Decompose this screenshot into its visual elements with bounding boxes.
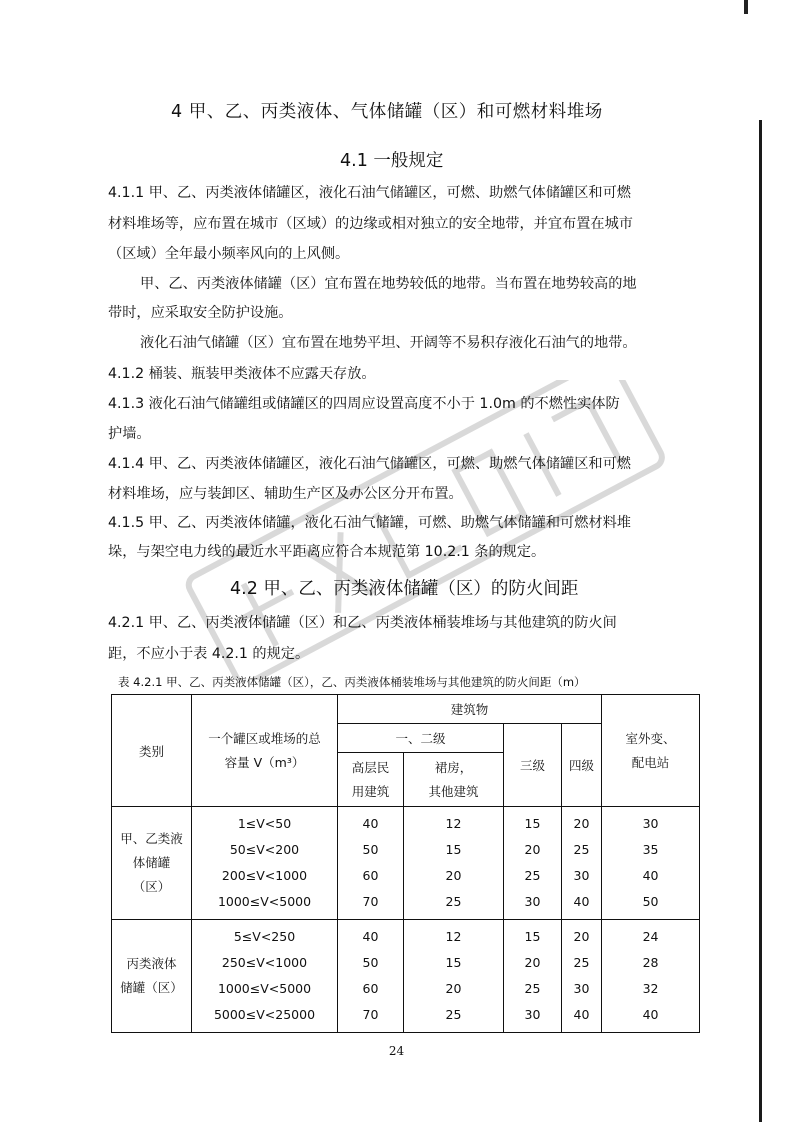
distance-value: 35 — [642, 842, 659, 857]
distance-value: 20 — [445, 981, 462, 996]
chapter-heading: 4 甲、乙、丙类液体、气体储罐（区）和可燃材料堆场 — [171, 102, 603, 122]
distance-value: 25 — [524, 868, 541, 883]
category-cell — [112, 807, 192, 920]
page-number: 24 — [388, 1044, 405, 1058]
grade4-cell — [562, 807, 602, 920]
distance-value: 15 — [524, 816, 541, 831]
category-line: 体储罐 — [132, 855, 171, 870]
distance-value: 25 — [573, 842, 590, 857]
clause-4-2-1-line-1: 4.2.1 甲、乙、丙类液体储罐（区）和乙、丙类液体桶装堆场与其他建筑的防火间 — [108, 615, 617, 631]
distance-value: 25 — [573, 955, 590, 970]
category-line: 储罐（区） — [120, 980, 183, 995]
distance-value: 32 — [642, 981, 659, 996]
grade3-cell — [504, 920, 562, 1033]
category-line: 丙类液体 — [126, 956, 177, 971]
capacity-cell — [192, 807, 338, 920]
distance-value: 50 — [362, 955, 379, 970]
podium-cell — [404, 807, 504, 920]
header-capacity-line-1: 一个罐区或堆场的总 — [208, 730, 321, 746]
capacity-value: 1≤V<50 — [237, 816, 292, 831]
table-row — [112, 920, 700, 1033]
distance-value: 50 — [362, 842, 379, 857]
clause-4-2-1-line-2: 距，不应小于表 4.2.1 的规定。 — [108, 646, 310, 662]
distance-value: 28 — [642, 955, 659, 970]
capacity-value: 250≤V<1000 — [221, 955, 308, 970]
clause-4-1-4-line-2: 材料堆场，应与装卸区、辅助生产区及办公区分开布置。 — [108, 486, 463, 502]
distance-value: 15 — [445, 955, 462, 970]
highrise-cell — [338, 920, 404, 1033]
highrise-cell — [338, 807, 404, 920]
clause-4-1-1-line-2: 材料堆场等，应布置在城市（区域）的边缘或相对独立的安全地带，并宜布置在城市 — [108, 216, 633, 232]
grade3-cell — [504, 807, 562, 920]
header-substation — [602, 695, 700, 807]
distance-value: 30 — [642, 816, 659, 831]
clause-4-1-4-line-1: 4.1.4 甲、乙、丙类液体储罐区，液化石油气储罐区，可燃、助燃气体储罐区和可燃 — [108, 456, 631, 472]
table-caption: 表 4.2.1 甲、乙、丙类液体储罐（区），乙、丙类液体桶装堆场与其他建筑的防火间距（m） — [118, 675, 586, 689]
category-line: （区） — [132, 879, 171, 894]
capacity-value: 5≤V<250 — [233, 929, 296, 944]
distance-value: 40 — [573, 1007, 590, 1022]
header-podium-line-2: 其他建筑 — [428, 783, 479, 799]
distance-value: 40 — [642, 1007, 659, 1022]
capacity-cell — [192, 920, 338, 1033]
distance-value: 20 — [524, 955, 541, 970]
distance-value: 12 — [445, 929, 462, 944]
fire-distance-table — [111, 694, 700, 1033]
header-highrise-line-1: 高层民 — [351, 759, 390, 775]
header-grade-1-2: 一、二级 — [338, 724, 504, 753]
header-category: 类别 — [112, 695, 192, 807]
distance-value: 15 — [445, 842, 462, 857]
distance-value: 20 — [573, 929, 590, 944]
distance-value: 30 — [573, 868, 590, 883]
distance-value: 40 — [362, 816, 379, 831]
podium-cell — [404, 920, 504, 1033]
capacity-value: 1000≤V<5000 — [217, 894, 312, 909]
scan-edge-right — [759, 120, 762, 1122]
clause-4-1-5-line-2: 垛，与架空电力线的最近水平距离应符合本规范第 10.2.1 条的规定。 — [108, 544, 546, 560]
category-line: 甲、乙类液 — [120, 831, 183, 846]
clause-4-1-2: 4.1.2 桶装、瓶装甲类液体不应露天存放。 — [108, 366, 376, 382]
capacity-value: 1000≤V<5000 — [217, 981, 312, 996]
header-substation-line-1: 室外变、 — [625, 730, 676, 746]
header-highrise-line-2: 用建筑 — [351, 783, 390, 799]
header-capacity-line-2: 容量 V（m³） — [224, 754, 305, 770]
section-heading-4-1: 4.1 一般规定 — [340, 151, 444, 171]
clause-4-1-3-line-1: 4.1.3 液化石油气储罐组或储罐区的四周应设置高度不小于 1.0m 的不燃性实体防 — [108, 396, 620, 412]
distance-value: 70 — [362, 894, 379, 909]
distance-value: 25 — [524, 981, 541, 996]
clause-4-1-1-line-3: （区域）全年最小频率风向的上风侧。 — [108, 246, 350, 262]
section-heading-4-2: 4.2 甲、乙、丙类液体储罐（区）的防火间距 — [230, 579, 579, 599]
header-grade-4: 四级 — [562, 724, 602, 807]
distance-value: 20 — [524, 842, 541, 857]
distance-value: 60 — [362, 868, 379, 883]
substation-cell — [602, 807, 700, 920]
clause-4-1-1-line-1: 4.1.1 甲、乙、丙类液体储罐区，液化石油气储罐区，可燃、助燃气体储罐区和可燃 — [108, 185, 631, 201]
header-podium — [404, 753, 504, 807]
clause-4-1-3-line-2: 护墙。 — [108, 426, 151, 442]
distance-value: 60 — [362, 981, 379, 996]
table-row — [112, 807, 700, 920]
clause-4-1-1-para-b-line-2: 带时，应采取安全防护设施。 — [108, 305, 293, 321]
grade4-cell — [562, 920, 602, 1033]
header-highrise — [338, 753, 404, 807]
distance-value: 40 — [642, 868, 659, 883]
distance-value: 24 — [642, 929, 659, 944]
distance-value: 25 — [445, 1007, 462, 1022]
distance-value: 25 — [445, 894, 462, 909]
header-substation-line-2: 配电站 — [631, 754, 670, 770]
distance-value: 40 — [573, 894, 590, 909]
distance-value: 12 — [445, 816, 462, 831]
clause-4-1-5-line-1: 4.1.5 甲、乙、丙类液体储罐，液化石油气储罐，可燃、助燃气体储罐和可燃材料堆 — [108, 515, 631, 531]
capacity-value: 5000≤V<25000 — [213, 1007, 316, 1022]
distance-value: 15 — [524, 929, 541, 944]
capacity-value: 50≤V<200 — [229, 842, 300, 857]
header-podium-line-1: 裙房， — [434, 759, 473, 775]
distance-value: 30 — [573, 981, 590, 996]
distance-value: 50 — [642, 894, 659, 909]
header-buildings: 建筑物 — [338, 695, 602, 724]
capacity-value: 200≤V<1000 — [221, 868, 308, 883]
substation-cell — [602, 920, 700, 1033]
clause-4-1-1-para-c: 液化石油气储罐（区）宜布置在地势平坦、开阔等不易积存液化石油气的地带。 — [140, 335, 637, 351]
clause-4-1-1-para-b-line-1: 甲、乙、丙类液体储罐（区）宜布置在地势较低的地带。当布置在地势较高的地 — [140, 276, 637, 292]
distance-value: 40 — [362, 929, 379, 944]
header-capacity — [192, 695, 338, 807]
distance-value: 30 — [524, 894, 541, 909]
distance-value: 30 — [524, 1007, 541, 1022]
header-grade-3: 三级 — [504, 724, 562, 807]
distance-value: 20 — [573, 816, 590, 831]
distance-value: 70 — [362, 1007, 379, 1022]
distance-value: 20 — [445, 868, 462, 883]
scan-edge-top — [744, 0, 748, 14]
category-cell — [112, 920, 192, 1033]
